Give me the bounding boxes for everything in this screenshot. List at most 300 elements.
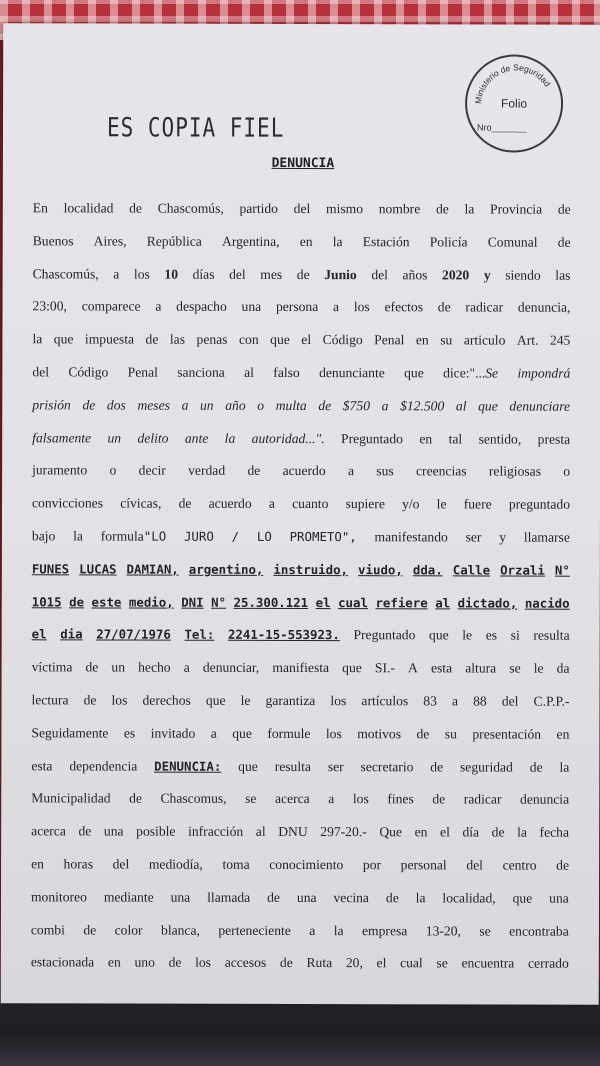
body-word: delito [137,430,169,446]
body-word: 13-20, [425,922,461,938]
body-word: argentino, [188,561,264,577]
body-word: resulta [533,627,570,644]
body-word: de [168,954,182,971]
body-word: que [429,627,449,643]
body-word: encuentra [461,955,515,971]
body-word: Chascomus, [160,790,227,807]
body-word: de [129,200,143,216]
body-word: fines [387,791,414,807]
body-word: de [437,299,451,315]
body-word: de [78,823,92,839]
body-word: localidad, [442,890,496,906]
body-word: $750 [342,397,371,413]
body-word: Provincia [489,201,543,217]
body-word: dda. [412,562,443,578]
body-word: de [491,824,505,840]
body-word: fecha [539,824,570,840]
body-word: este [91,594,122,610]
body-word: si [510,627,520,643]
body-word: altura [465,660,497,676]
ministry-seal [465,54,563,152]
body-word: nacido [524,595,570,611]
body-word: de [247,463,261,479]
body-word: Chascomús, [32,265,99,282]
body-word: acuerdo [282,463,326,479]
body-word: que [342,660,362,676]
body-word: el [31,626,47,642]
body-word: / [231,528,240,544]
body-word: 2020 [442,266,470,283]
body-word: que [270,332,290,348]
body-word: 10 [164,266,179,282]
body-word: a [333,299,340,315]
body-word: día [462,824,480,840]
body-word: dos [106,397,126,413]
body-word: una [549,890,569,906]
body-word: tal [448,430,463,446]
body-word: Código [322,332,363,348]
body-word: En [32,200,48,216]
body-word: meses [137,397,170,413]
body-line [32,487,570,521]
body-line [31,684,569,718]
body-word: 297-20.- [320,824,367,840]
body-word: lectura [31,692,69,708]
body-word: manifiesta [272,660,330,676]
body-word: la [32,331,43,347]
body-word: comparece [81,298,141,314]
body-word: presentación [472,726,542,742]
body-word: y [499,529,507,545]
body-word: el [301,332,312,348]
body-word: ser [465,529,482,545]
body-word: 27/07/1976 [96,626,171,643]
body-word: blanca, [161,922,200,938]
body-word: efectos [384,299,424,315]
body-word: a [347,463,355,479]
body-word: dice:"...Se [443,365,499,381]
body-line [32,356,570,390]
body-word: Chascomús, [157,200,224,216]
body-word: Preguntado [341,430,403,446]
body-word: DNU [278,824,308,840]
body-word: ". [315,430,325,446]
body-word: posible [136,823,176,839]
body-word: y/o [402,496,420,512]
body-word: radicar [463,791,502,807]
body-line [32,291,570,325]
body-word: Art. [516,332,539,348]
body-word: prisión [32,397,71,413]
body-word: la [517,824,527,840]
body-word: que [512,890,533,906]
body-word: viudo, [358,561,403,578]
body-word: Que [379,824,403,840]
body-word: Preguntado [353,627,416,643]
body-word: que [238,758,258,774]
body-word: los [325,725,342,741]
body-word: que [232,725,252,741]
body-word: C.P.P.- [533,693,570,709]
body-word: que [404,365,424,381]
body-word: en [415,332,429,348]
body-word: su [440,332,453,348]
body-word: una [103,823,124,839]
body-word: de [529,759,543,775]
seal-number-line: Nro_______ [476,122,527,133]
body-word: falsamente [32,429,92,446]
body-word: a [381,397,389,414]
body-word: o [563,464,571,480]
body-line [31,848,569,882]
body-word: a [268,496,275,512]
body-word: 88 [473,693,487,709]
body-word: los [352,791,369,807]
body-word: la [464,201,475,217]
body-word: 25.300.121 [233,594,309,610]
body-word: acuerdo [208,495,252,512]
body-word: en [419,430,433,446]
body-word: del [32,364,50,380]
body-word: el [440,824,450,840]
body-word: llamada [207,889,251,905]
body-word: se [436,955,448,971]
body-word: 245 [549,332,571,348]
body-word: a [309,922,316,938]
body-word: manifestando [374,529,448,545]
body-line [32,651,570,685]
body-word: empresa [362,922,408,938]
body-word: 2241-15-553923. [227,627,340,643]
body-word: Código [68,364,109,380]
body-word: horas [63,856,94,872]
body-word: Aires, [93,233,127,249]
body-line [31,717,569,751]
body-word: es [485,627,498,643]
document-title: DENUNCIA [271,155,335,172]
body-word: de [385,889,399,905]
seal-folio-label: Folio [501,96,528,111]
body-word: Ruta [306,955,333,971]
body-word: o [257,397,265,413]
body-word: localidad [63,200,114,216]
body-word: Penal [374,332,405,348]
body-word: sanciona [177,364,225,380]
body-word: se [245,791,257,807]
body-word: de [178,495,192,511]
body-word: DENUNCIA: [154,758,222,774]
body-word: su [444,726,457,742]
body-word: a [210,725,217,741]
body-word: accesos [224,955,267,971]
body-word: garantiza [265,692,316,708]
body-word: Estación [362,233,410,250]
body-word: LUCAS [79,561,117,577]
body-word: se [509,660,521,676]
body-word: cerrado [527,955,569,972]
body-word: Buenos [32,233,74,249]
body-word: de [432,791,446,807]
body-word: la [73,528,83,544]
body-word: $12.500 [400,398,445,414]
body-word: a [183,659,190,675]
body-word: de [557,234,571,250]
body-word: un [199,397,214,413]
body-word: supiere [345,496,385,512]
body-word: Argentina, [222,233,280,249]
body-word: víctima [31,659,73,675]
body-word: FUNES [31,561,70,577]
body-word: uno [134,954,155,970]
body-word: sentido, [478,431,522,447]
body-word: denunciar, [202,659,260,676]
body-word: religiosas [488,463,542,480]
body-word: "LO [143,528,167,544]
body-word: denuncia [520,791,570,808]
body-word: cual [338,594,368,610]
body-word: nombre [378,201,421,217]
body-word: los [330,693,347,709]
body-word: DNI [181,594,204,610]
body-line [32,389,570,423]
body-word: es [123,725,136,741]
body-word: A [408,660,418,676]
body-word: le [533,660,544,676]
body-word: Calle [452,562,491,578]
body-word: al [244,364,254,380]
body-word: de [279,955,293,971]
body-word: formule [267,725,311,741]
body-line [32,553,570,587]
body-word: los [353,299,370,315]
body-word: derechos [142,692,191,708]
body-line [31,914,569,948]
body-word: de [69,593,85,609]
body-word: de [430,758,444,774]
body-word: invitado [150,725,196,741]
body-word: PROMETO", [289,528,357,545]
body-word: dependencia [69,757,138,774]
body-word: penas [196,331,228,347]
body-word: toma [222,856,250,872]
body-word: encontraba [509,923,569,939]
body-word: denunciante [319,365,385,381]
body-word: el [315,594,331,610]
body-word: cívicas, [120,495,162,511]
body-word: 23:00, [32,298,67,314]
body-word: año [225,397,246,413]
body-word: esta [31,757,53,773]
body-word: del [501,693,519,709]
body-word: en [107,954,121,970]
body-word: del [229,266,246,282]
body-word: días [192,266,215,282]
body-word: preguntado [508,496,571,512]
body-word: de [82,397,96,413]
body-word: Orzali [500,562,545,578]
body-word: una [170,889,191,905]
body-word: en [556,726,570,742]
body-word: en [299,233,313,249]
body-word: hecho [138,659,171,675]
body-word: conocimiento [269,856,344,873]
body-word: denunciare [509,398,571,414]
body-word: los [133,266,150,282]
document-page [1,23,600,1005]
body-word: vecina [333,889,370,905]
body-line [32,619,570,653]
body-word: una [241,299,262,315]
body-word: partido [239,200,279,216]
body-word: personal [400,857,447,873]
body-line [32,455,570,489]
body-word: de [318,397,332,413]
body-word: cual [400,955,423,971]
body-word: del [466,857,483,873]
body-word: la [332,233,343,249]
body-line [32,323,570,357]
body-line [32,586,570,620]
body-word: la [224,430,236,446]
body-word: una [296,889,317,905]
body-word: radicar [465,299,504,315]
body-word: resulta [274,758,311,774]
body-word: con [238,332,259,348]
body-word: de [83,692,97,708]
body-line [33,192,571,226]
body-word: ante [184,430,209,446]
body-word: Comunal [487,234,538,250]
body-line [33,225,571,259]
body-word: un [107,430,122,446]
body-word: estacionada [30,954,95,970]
body-word: las [169,331,186,347]
body-word: Policía [429,234,468,250]
body-word: que [205,692,226,708]
body-word: formula"LO [100,528,167,544]
body-word: 83 [423,693,437,709]
body-word: le [240,692,251,708]
body-word: del [293,200,311,217]
copy-stamp: ES COPIA FIEL [106,112,285,143]
body-word: decir [138,462,166,479]
body-word: refiere [375,594,428,610]
body-word: da [556,660,570,676]
body-word: al [255,824,266,840]
body-word: en [414,824,428,840]
body-word: N° [211,594,227,610]
body-word: DAMIAN, [126,561,179,577]
body-word: motivos [357,725,402,742]
body-word: que [53,331,74,347]
body-word: autoridad...". [251,430,325,446]
body-word: al [435,594,451,610]
body-word: seguridad [459,758,513,775]
body-word: persona [275,299,319,315]
body-word: centro [502,857,537,873]
body-word: JURO [183,528,214,544]
body-word: años [402,266,428,282]
body-word: dia [60,626,83,642]
body-word: verdad [188,463,226,479]
body-word: despacho [176,299,227,315]
body-line [31,947,569,981]
body-word: Municipalidad [31,790,111,806]
body-word: de [83,921,97,937]
body-word: a [181,397,189,413]
body-word: convicciones [32,495,104,511]
body-word: cuanto [292,496,329,512]
body-line [31,881,569,915]
body-word: de [129,790,142,806]
body-word: 1015 [31,593,62,609]
body-word: : [213,758,222,774]
body-word: SI.- [374,660,395,676]
body-line [31,815,569,849]
body-word: denuncia, [517,299,571,316]
body-word: color [114,922,143,938]
body-line [33,258,571,292]
body-word: perteneciente [218,922,291,938]
body-word: y [483,267,491,283]
body-word: le [462,627,473,643]
body-word: articulo [463,332,506,348]
body-word: el [376,955,387,971]
body-word: fuere [463,496,492,512]
body-word: los [195,955,212,971]
body-word: artículos [361,693,409,709]
body-word: la [333,922,344,938]
body-word: se [479,922,491,939]
body-word: combi [30,921,65,937]
body-line [31,783,569,817]
body-word: de [557,201,571,217]
body-word: de [416,726,430,742]
body-word: de [267,889,281,905]
body-word: Se [485,365,499,381]
body-word: Penal [127,364,158,380]
body-word: Seguidamente [31,725,109,741]
body-word: un [111,659,126,675]
body-word: o [109,462,117,478]
body-word: siendo [505,267,541,283]
seal-ring-label: Ministerio de Seguridad [472,62,553,105]
body-word: de [296,266,310,282]
body-word: medio, [128,594,174,610]
body-word: impondrá [517,365,571,381]
body-word: a [113,266,120,282]
body-line [31,750,569,784]
body-word: que [478,398,498,414]
body-word: "... [469,365,486,381]
body-word: monitoreo [30,889,87,905]
body-word: , [349,529,357,545]
body-word: del [112,856,130,872]
body-word: secretario [360,758,414,774]
body-word: de [435,201,449,217]
body-word: falso [273,364,300,380]
body-word: Junio [324,266,357,282]
body-word: dictado, [457,594,518,611]
body-word: la [559,759,570,775]
body-word: del [371,266,388,282]
body-line [32,422,570,456]
body-word: mes [260,266,283,282]
body-word: sus [376,463,394,479]
body-word: mediante [103,889,154,905]
body-word: mediodía, [148,856,203,872]
body-word: bajo [31,528,56,544]
